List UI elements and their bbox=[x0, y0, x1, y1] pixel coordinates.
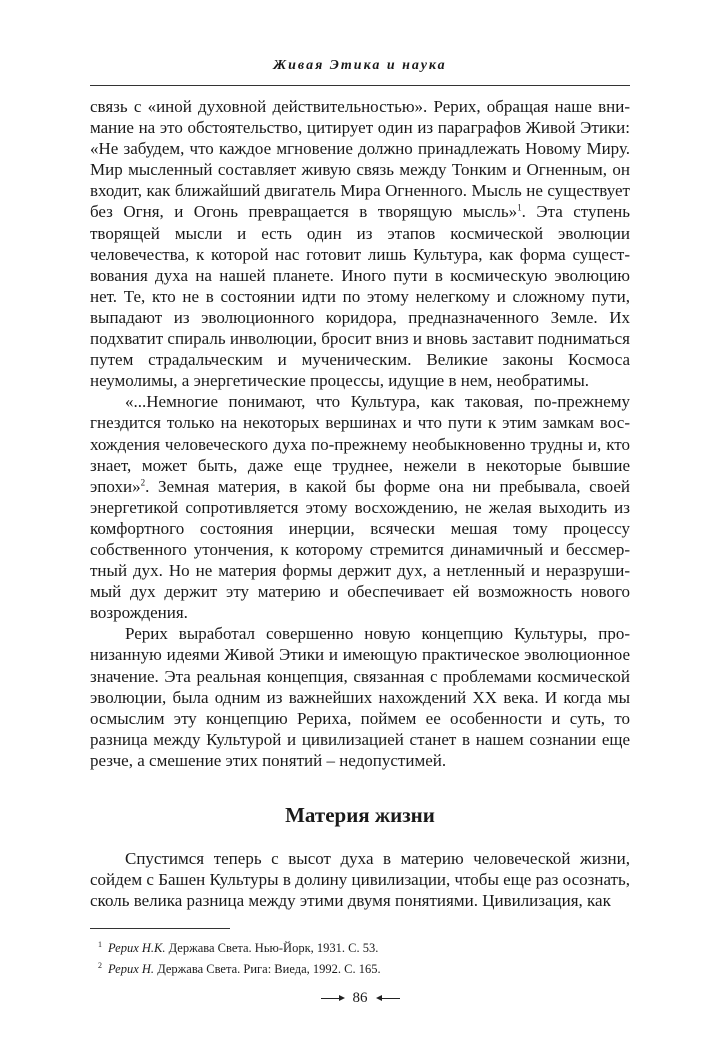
section-paragraph: Спустимся теперь с высот духа в материю человеческой жизни, сойдем с Башен Культуры в долину цивилизации, чтобы еще раз осознать, сколь велика разница между этими двумя понятиями. Цивилизация, как bbox=[90, 849, 630, 911]
footnote-ref-1[interactable]: 1 bbox=[517, 202, 522, 213]
page-number: 86 bbox=[90, 990, 630, 1007]
paragraph-1: связь с «иной духовной действительностью». Рерих, обращая наше внимание на это обстоятельство, цитирует один из параграфов Живой Этики: «Не забудем, что каждое мгновение должно принадлежать Новому Миру. Мир мысленный составляет живую связь между Тонким и Огненным, он входит, как ближайший двигатель Мира Огненного. Мысль не существует без Огня, и Огонь превращается в творящую мысль»$^1$. Эта ступень творящей мысли и есть один из этапов космической эволюции человечества, к которой нас готовит лишь Культура, как форма существования духа на нашей планете. Иного пути в космическую эволюцию нет. Те, кто не в состоянии идти по этому нелегкому и сложному пути, выпадают из эволюционного коридора, предназначенного Земле. Их подхватит спираль инволюции, бросит вниз и вновь заставит подниматься путем страдальческим и мученическим. Великие законы Космоса неумолимы, а энергетические процессы, идущие в нем, необратимы. bbox=[90, 97, 630, 391]
footnote-1: $^1$ Рерих Н.К. Держава Света. Нью-Йорк, 1931. С. 53. bbox=[98, 940, 379, 956]
footnote-rule bbox=[90, 928, 230, 929]
footnote-2: $^2$ Рерих Н. Держава Света. Рига: Виеда, 1992. С. 165. bbox=[98, 961, 381, 977]
main-text bbox=[90, 96, 630, 771]
paragraph-2: «...Немногие понимают, что Культура, как таковая, по-прежнему гнездится только на некоторых вершинах и что пути к этим замкам восхождения человеческого духа по-прежнему необыкновенно трудны и, кто знает, может быть, даже еще труднее, нежели в некоторые бывшие эпохи»$^2$. Земная материя, в какой бы форме она ни пребывала, своей энергетикой сопротивляется этому восхождению, не желая выходить из комфортного состояния инерции, всячески мешая тому процессу собственного утончения, к которому стремится динамичный и бессмертный дух. Но не материя формы держит дух, а нетленный и неразрушимый дух держит эту материю и обеспечивает ей возможность нового возрождения. bbox=[90, 392, 630, 623]
footnote-ref-2[interactable]: 2 bbox=[140, 477, 146, 488]
right-ornament-icon bbox=[378, 998, 400, 999]
section-text bbox=[90, 848, 630, 911]
section-title: Материя жизни bbox=[285, 803, 435, 827]
running-header: Живая Этика и наука bbox=[273, 58, 447, 73]
left-ornament-icon bbox=[321, 998, 343, 999]
header-rule bbox=[90, 85, 630, 86]
paragraph-3: Рерих выработал совершенно новую концепцию Культуры, пронизанную идеями Живой Этики и имеющую практическое эволюционное значение. Эта реальная концепция, связанная с проблемами космической эволюции, была одним из важнейших нахождений XX века. И когда мы осмыслим эту концепцию Рериха, поймем ее особенности и суть, то разница между Культурой и цивилизацией станет в нашем сознании еще резче, а смешение этих понятий – недопустимей. bbox=[90, 624, 630, 770]
footnotes bbox=[90, 936, 630, 978]
